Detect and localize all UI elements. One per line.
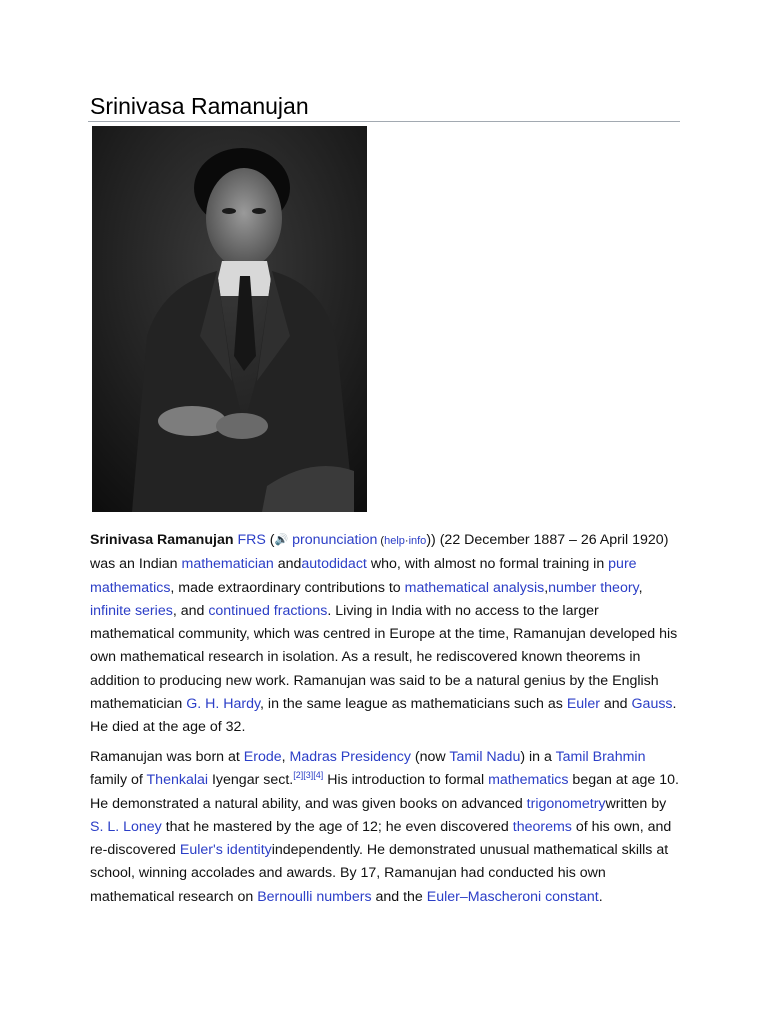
speaker-icon[interactable]: 🔊: [274, 534, 289, 546]
link-thenkalai[interactable]: Thenkalai: [146, 772, 209, 789]
link-madras-presidency[interactable]: Madras Presidency: [289, 749, 411, 765]
link-euler[interactable]: Euler: [566, 696, 600, 713]
link-gauss[interactable]: Gauss: [631, 696, 673, 713]
portrait-photo: [92, 126, 367, 512]
link-autodidact[interactable]: autodidact: [301, 556, 367, 573]
subject-name: Srinivasa Ramanujan: [90, 532, 234, 548]
link-tamil-brahmin[interactable]: Tamil Brahmin: [555, 749, 646, 765]
citation-refs[interactable]: [2][3][4]: [293, 770, 324, 781]
portrait-illustration: [92, 126, 367, 512]
link-tamil-nadu[interactable]: Tamil Nadu: [449, 749, 521, 765]
link-frs[interactable]: FRS: [237, 532, 266, 548]
link-gh-hardy[interactable]: G. H. Hardy: [186, 696, 261, 713]
link-mathematics[interactable]: mathematics: [488, 772, 569, 789]
title-divider: [88, 121, 680, 122]
link-bernoulli-numbers[interactable]: Bernoulli numbers: [257, 888, 372, 905]
link-help[interactable]: help: [384, 535, 405, 547]
early-life-paragraph: Ramanujan was born at Erode, Madras Presidency (now Tamil Nadu) in a Tamil Brahmin family of Thenkalai Iyengar sect.[2][3][4] His introduction to formal mathematics began at age 10. He demonstrated a natural ability, and was given books on advanced trigonometrywritten by S. L. Loney that he mastered by the age of 12; he even discovered theorems of his own, and re-discovered Euler's identityindependently. He demonstrated unusual mathematical skills at school, winning accolades and awards. By 17, Ramanujan had conducted his own mathematical research on Bernoulli numbers and the Euler–Mascheroni constant.: [90, 749, 679, 905]
page-title: Srinivasa Ramanujan: [90, 93, 309, 119]
link-continued-fractions[interactable]: continued fractions: [208, 602, 328, 619]
link-pronunciation[interactable]: pronunciation: [292, 532, 378, 548]
link-euler-mascheroni-constant[interactable]: Euler–Mascheroni constant: [426, 888, 599, 905]
link-mathematician[interactable]: mathematician: [181, 556, 274, 573]
link-eulers-identity[interactable]: Euler's identity: [179, 842, 272, 859]
link-info[interactable]: info: [408, 535, 427, 547]
link-sl-loney[interactable]: S. L. Loney: [90, 818, 162, 835]
link-erode[interactable]: Erode: [243, 749, 282, 765]
link-number-theory[interactable]: number theory: [548, 579, 639, 596]
link-pure-mathematics[interactable]: pure mathematics: [90, 556, 637, 596]
link-theorems[interactable]: theorems: [512, 818, 572, 835]
link-trigonometry[interactable]: trigonometry: [526, 795, 606, 812]
link-infinite-series[interactable]: infinite series: [90, 602, 173, 619]
link-mathematical-analysis[interactable]: mathematical analysis: [404, 579, 545, 596]
intro-paragraph: Srinivasa Ramanujan FRS (🔊 pronunciation (help·info)) (22 December 1887 – 26 April 1920) was an Indian mathematician andautodidact who, with almost no formal training in pure mathematics, made extraordinary contributions to mathematical analysis,number theory, infinite series, and continued fractions. Living in India with no access to the larger mathematical community, which was centred in Europe at the time, Ramanujan developed his own mathematical research in isolation. As a result, he rediscovered known theorems in addition to producing new work. Ramanujan was said to be a natural genius by the English mathematician G. H. Hardy, in the same league as mathematicians such as Euler and Gauss. He died at the age of 32.: [90, 529, 680, 740]
